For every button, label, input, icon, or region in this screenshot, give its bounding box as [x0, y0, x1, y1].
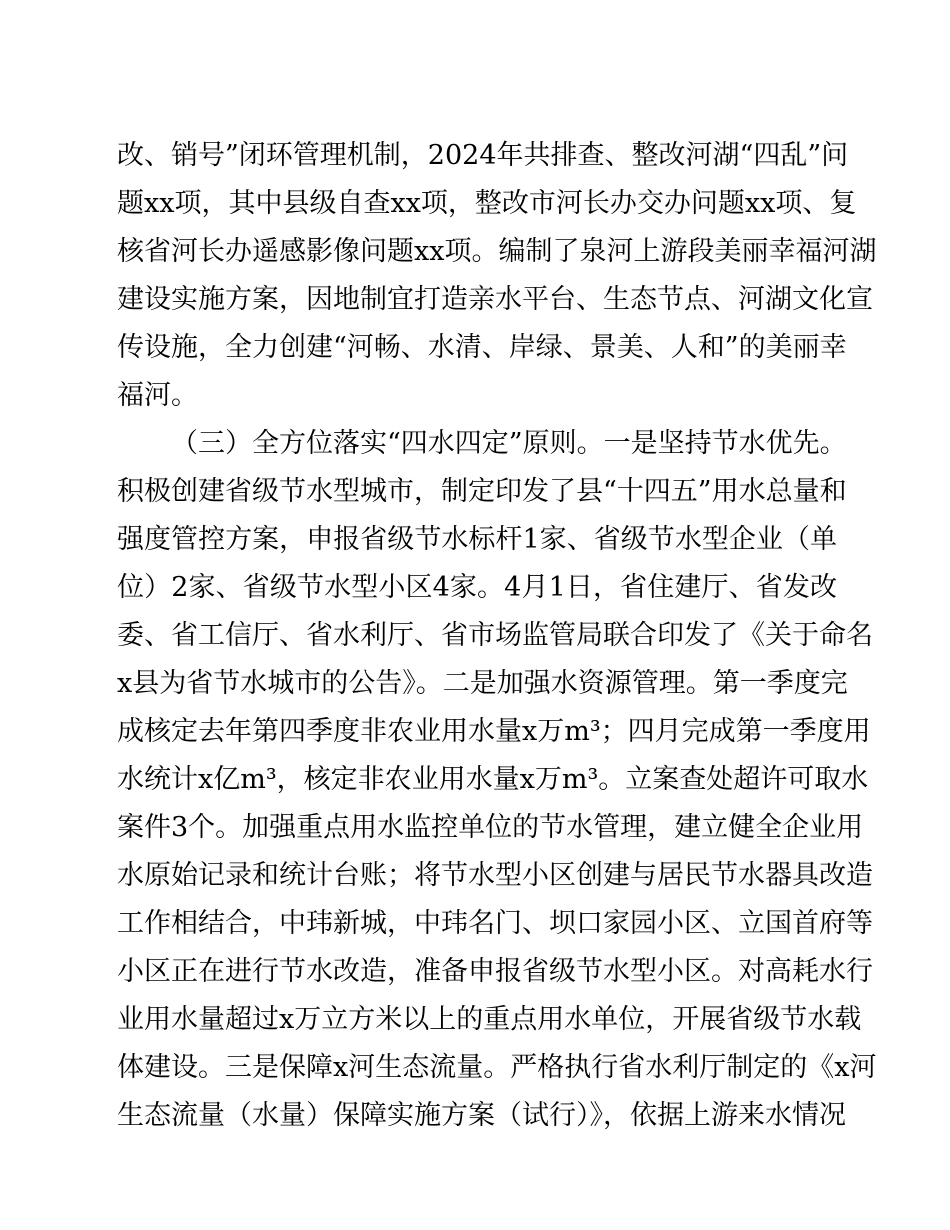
- text-line: 案件3个。加强重点用水监控单位的节水管理，建立健全企业用: [117, 812, 864, 843]
- text-line: 水原始记录和统计台账；将节水型小区创建与居民节水器具改造: [117, 860, 873, 891]
- text-line: 工作相结合，中玮新城，中玮名门、坝口家园小区、立国首府等: [117, 908, 873, 939]
- text-line: 水统计x亿m³，核定非农业用水量x万m³。立案查处超许可取水: [117, 764, 869, 795]
- text-line: 强度管控方案，申报省级节水标杆1家、省级节水型企业（单: [117, 524, 837, 555]
- text-line: 委、省工信厅、省水利厅、省市场监管局联合印发了《关于命名: [117, 620, 873, 651]
- text-line: 业用水量超过x万立方米以上的重点用水单位，开展省级节水载: [117, 1004, 862, 1035]
- text-line: 位）2家、省级节水型小区4家。4月1日，省住建厅、省发改: [117, 572, 837, 603]
- text-line: 福河。: [117, 380, 198, 411]
- text-line: 传设施，全力创建“河畅、水清、岸绿、景美、人和”的美丽幸: [117, 332, 847, 363]
- text-line: 小区正在进行节水改造，准备申报省级节水型小区。对高耗水行: [117, 956, 873, 987]
- text-line: 核省河长办遥感影像问题xx项。编制了泉河上游段美丽幸福河湖: [117, 236, 877, 267]
- text-line: 积极创建省级节水型城市，制定印发了县“十四五”用水总量和: [117, 476, 847, 507]
- text-line: 题xx项，其中县级自查xx项，整改市河长办交办问题xx项、复: [117, 188, 857, 219]
- text-line: x县为省节水城市的公告》。二是加强水资源管理。第一季度完: [117, 668, 848, 699]
- section-heading-line: （三）全方位落实“四水四定”原则。一是坚持节水优先。: [171, 428, 847, 459]
- text-line: 建设实施方案，因地制宜打造亲水平台、生态节点、河湖文化宣: [117, 284, 873, 315]
- text-line: 生态流量（水量）保障实施方案（试行）》，依据上游来水情况: [117, 1100, 846, 1131]
- text-line: 成核定去年第四季度非农业用水量x万m³；四月完成第一季度用: [117, 716, 871, 747]
- text-line: 体建设。三是保障x河生态流量。严格执行省水利厅制定的《x河: [117, 1052, 877, 1083]
- text-line: 改、销号”闭环管理机制，2024年共排查、整改河湖“四乱”问: [117, 140, 849, 171]
